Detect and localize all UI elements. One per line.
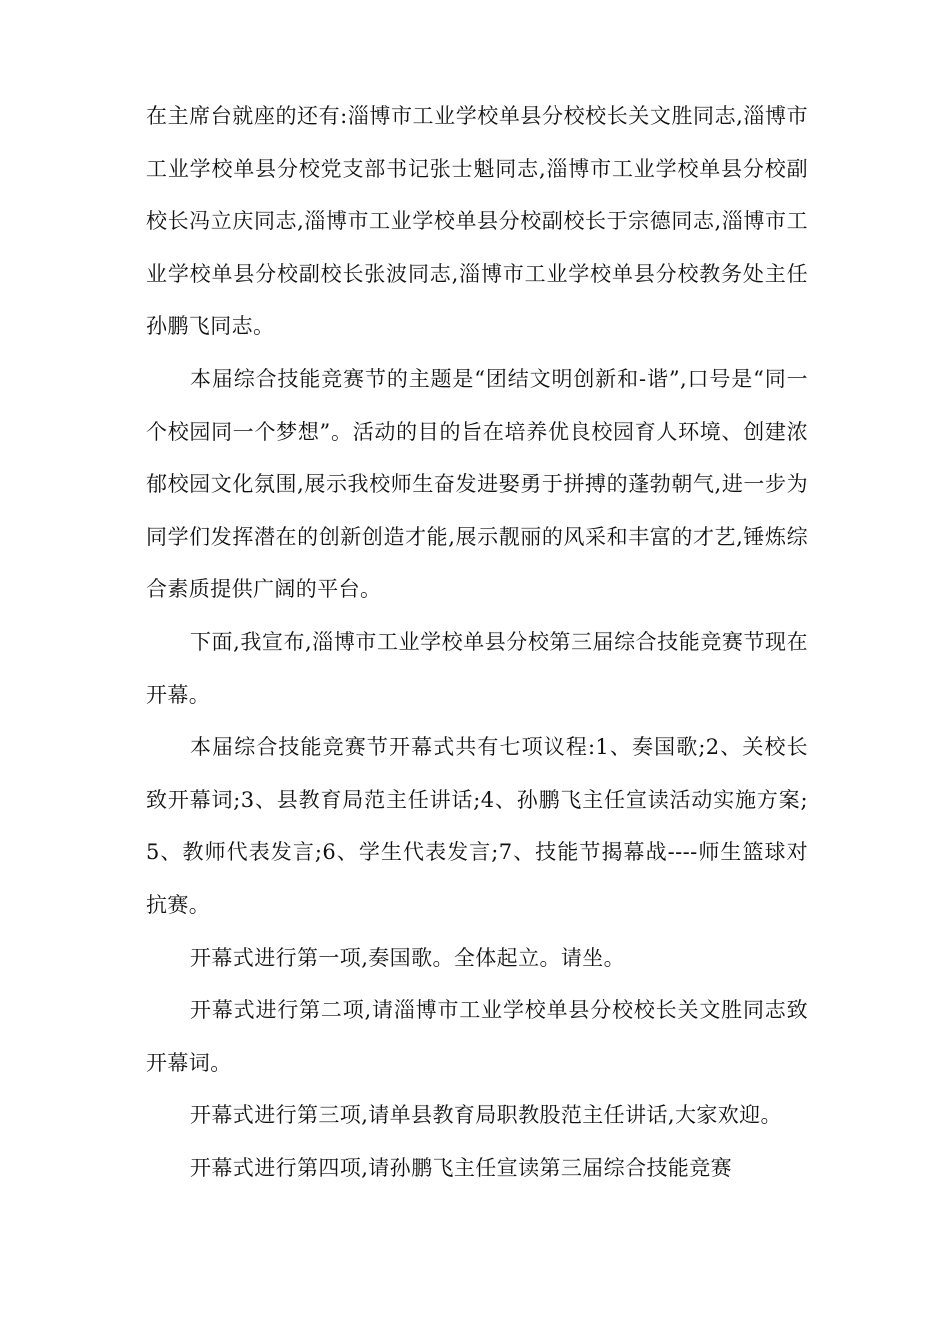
paragraph-theme: 本届综合技能竞赛节的主题是“团结文明创新和-谐”,口号是“同一个校园同一个梦想”。活动的目的旨在培养优良校园育人环境、创建浓郁校园文化氛围,展示我校师生奋发进娶勇于拼搏的蓬勃朝气,进一步为同学们发挥潜在的创新创造才能,展示靓丽的风采和丰富的才艺,锤炼综合素质提供广阔的平台。 — [146, 366, 808, 602]
paragraph-opening-announcement: 下面,我宣布,淄博市工业学校单县分校第三届综合技能竞赛节现在开幕。 — [146, 629, 808, 707]
paragraph-item-four: 开幕式进行第四项,请孙鹏飞主任宣读第三届综合技能竞赛 — [190, 1155, 733, 1180]
paragraph-item-one: 开幕式进行第一项,奏国歌。全体起立。请坐。 — [190, 945, 626, 970]
paragraph-attendees: 在主席台就座的还有:淄博市工业学校单县分校校长关文胜同志,淄博市工业学校单县分校党支部书记张士魁同志,淄博市工业学校单县分校副校长冯立庆同志,淄博市工业学校单县分校副校长于宗德同志,淄博市工业学校单县分校副校长张波同志,淄博市工业学校单县分校教务处主任孙鹏飞同志。 — [146, 104, 808, 339]
paragraph-item-two: 开幕式进行第二项,请淄博市工业学校单县分校校长关文胜同志致开幕词。 — [146, 998, 808, 1075]
paragraph-agenda: 本届综合技能竞赛节开幕式共有七项议程:1、奏国歌;2、关校长致开幕词;3、县教育局范主任讲话;4、孙鹏飞主任宣读活动实施方案;5、教师代表发言;6、学生代表发言;7、技能节揭幕战----师生篮球对抗赛。 — [146, 735, 808, 917]
document-body — [146, 90, 808, 1194]
paragraph-item-three: 开幕式进行第三项,请单县教育局职教股范主任讲话,大家欢迎。 — [190, 1103, 782, 1128]
